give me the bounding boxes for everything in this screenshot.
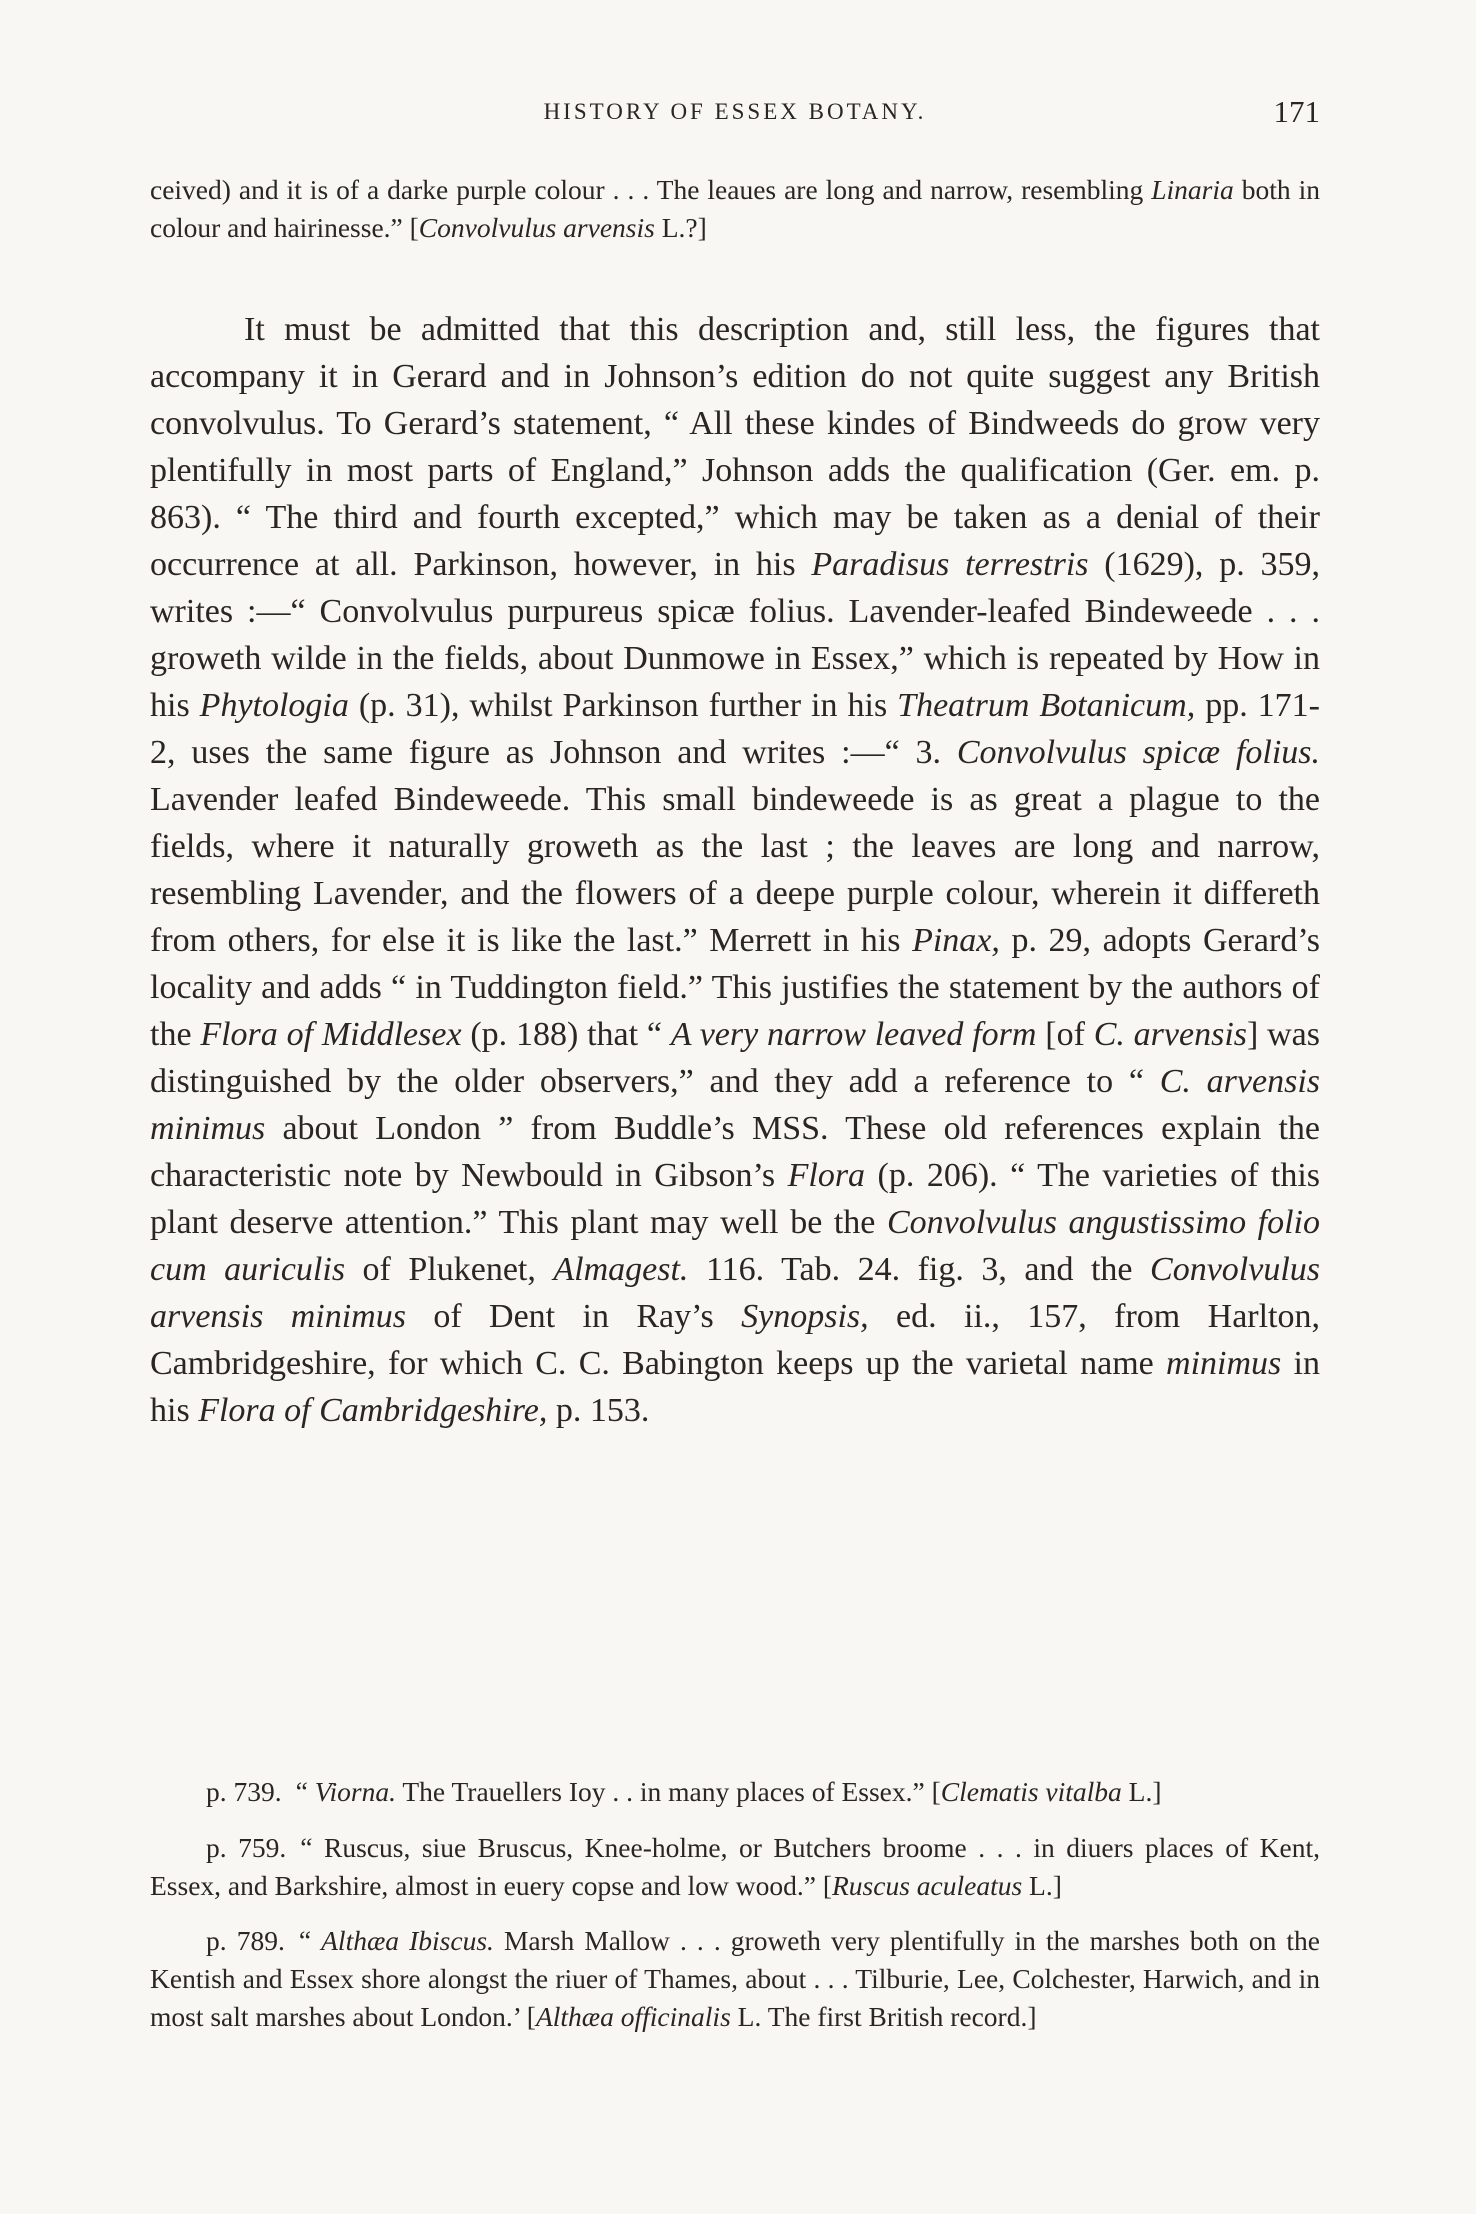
entry-ruscus: p. 759. “ Ruscus, siue Bruscus, Knee-holme, or Butchers broome . . . in diuers places of Kent, Essex, and Barkshire, almost in euery copse and low wood.” [Ruscus aculeatus L.] [150, 1832, 1321, 1901]
main-text [150, 306, 1320, 1434]
book-page [150, 0, 1320, 2214]
entry-viorna: p. 739. “ Viorna. The Trauellers Ioy . . in many places of Essex.” [Clematis vitalba L.] [206, 1776, 1162, 1807]
entry-page-ref: p. 759. [206, 1832, 287, 1863]
herbal-entries [150, 1773, 1320, 2053]
continued-quote-paragraph: ceived) and it is of a darke purple colour . . . The leaues are long and narrow, resembling Linaria both in colour and hairinesse.” [Convolvulus arvensis L.?] [150, 174, 1320, 243]
running-title: HISTORY OF ESSEX BOTANY. [543, 99, 927, 124]
body-paragraph: It must be admitted that this description and, still less, the figures that accompany it in Gerard and in Johnson’s edition do not quite suggest any British convolvulus. To Gerard’s statement, “ All these kindes of Bindweeds do grow very plentifully in most parts of England,” Johnson adds the qualification (Ger. em. p. 863). “ The third and fourth excepted,” which may be taken as a denial of their occurrence at all. Parkinson, however, in his Paradisus terrestris (1629), p. 359, writes :—“ Convolvulus purpureus spicæ folius. Lavender-leafed Bindeweede . . . groweth wilde in the fields, about Dunmowe in Essex,” which is repeated by How in his Phytologia (p. 31), whilst Parkinson further in his Theatrum Botanicum, pp. 171-2, uses the same figure as Johnson and writes :—“ 3. Convolvulus spicæ folius. Lavender leafed Bindeweede. This small bindeweede is as great a plague to the fields, where it naturally groweth as the last ; the leaves are long and narrow, resembling Lavender, and the flowers of a deepe purple colour, wherein it differeth from others, for else it is like the last.” Merrett in his Pinax, p. 29, adopts Gerard’s locality and adds “ in Tuddington field.” This justifies the statement by the authors of the Flora of Middlesex (p. 188) that “ A very narrow leaved form [of C. arvensis] was distinguished by the older observers,” and they add a reference to “ C. arvensis minimus about London ” from Buddle’s MSS. These old references explain the characteristic note by Newbould in Gibson’s Flora (p. 206). “ The varieties of this plant deserve attention.” This plant may well be the Convolvulus angustissimo folio cum auriculis of Plukenet, Almagest. 116. Tab. 24. fig. 3, and the Convolvulus arvensis minimus of Dent in Ray’s Synopsis, ed. ii., 157, from Harlton, Cambridgeshire, for which C. C. Babington keeps up the varietal name minimus in his Flora of Cambridgeshire, p. 153. [150, 311, 1321, 1429]
running-head [150, 92, 1320, 132]
entry-page-ref: p. 789. [206, 1925, 285, 1956]
entry-althaea: p. 789. “ Althæa Ibiscus. Marsh Mallow . . . groweth very plentifully in the marshes both on the Kentish and Essex shore alongst the riuer of Thames, about . . . Tilburie, Lee, Colchester, Harwich, and in most salt marshes about London.’ [Althæa officinalis L. The first British record.] [150, 1925, 1320, 2032]
page-number: 171 [1273, 94, 1320, 129]
entry-page-ref: p. 739. [206, 1776, 282, 1807]
